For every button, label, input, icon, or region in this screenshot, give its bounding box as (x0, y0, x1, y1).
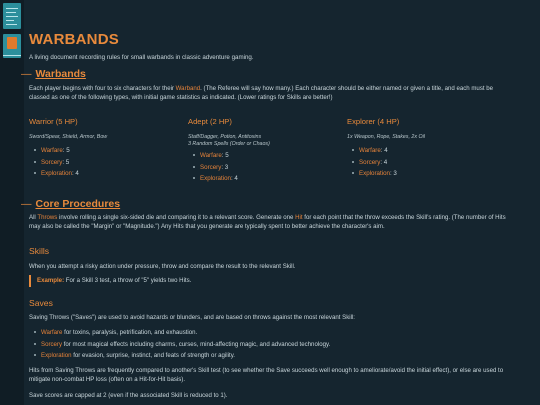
stat-sorcery: Sorcery: 5 (41, 157, 179, 169)
class-card-explorer (347, 117, 497, 180)
class-stats (347, 145, 497, 180)
stat-exploration: Exploration: 4 (200, 173, 338, 185)
class-name: Explorer (4 HP) (347, 117, 400, 126)
section-heading-warbands[interactable]: — Warbands (21, 68, 86, 80)
throws-term: Throws (37, 214, 58, 221)
stat-exploration: Exploration: 4 (41, 168, 179, 180)
class-equipment: Sword/Spear, Shield, Armor, Bow (29, 134, 108, 140)
stat-warfare: Warfare: 5 (200, 150, 338, 162)
class-name: Warrior (5 HP) (29, 117, 78, 126)
skills-text: When you attempt a risky action under pressure, throw and compare the result to the relevant Skill. (29, 263, 296, 270)
class-stats (188, 150, 338, 185)
list-item: Exploration for evasion, surprise, instinct, and feats of strength or agility. (41, 350, 511, 362)
hit-term: Hit (295, 214, 303, 221)
section-heading-core-procedures[interactable]: — Core Procedures (21, 198, 121, 210)
stat-sorcery: Sorcery: 3 (200, 162, 338, 174)
page-subtitle: A living document recording rules for small warbands in classic adventure gaming. (29, 54, 254, 61)
saves-text: Saving Throws ("Saves") are used to avoid hazards or blunders, and are based on throws against the most relevant Skill: (29, 314, 356, 321)
warband-term: Warband (175, 85, 201, 92)
stat-warfare: Warfare: 5 (41, 145, 179, 157)
quick-reference-card-icon[interactable] (3, 3, 21, 29)
save-cap-text: Save scores are capped at 2 (even if the associated Skill is reduced to 1). (29, 392, 228, 399)
core-intro: All Throws involve rolling a single six-sided die and comparing it to a relevant score. Generate one Hit for each point that the throw exceeds the Skill's rating. (The number of Hits may also be called the "Margin" or "Magnitude.") Any Hits that you generate are typically spent to better achieve the character's aim. (29, 214, 506, 231)
page-title: WARBANDS (29, 31, 119, 48)
hits-text: Hits from Saving Throws are frequently compared to another's Skill test (to see whether the Save succeeds well enough to ameliorate/avoid the initial effect), or else are used to mitigate non-combat HP loss (often on a Hit-for-Hit basis). (29, 367, 504, 384)
stat-exploration: Exploration: 3 (359, 168, 497, 180)
stat-warfare: Warfare: 4 (359, 145, 497, 157)
warbands-intro: Each player begins with four to six characters for their Warband. (The Referee will say how many.) Each character should be either named or given a title, and each must be classed as one of the following types, with initial game statistics as indicated. (Lower ratings for Skills are better!) (29, 85, 494, 102)
class-name: Adept (2 HP) (188, 117, 232, 126)
section-marker-icon: — (21, 198, 32, 210)
class-card-warrior (29, 117, 179, 180)
subheading-skills: Skills (29, 246, 50, 256)
subheading-saves: Saves (29, 298, 53, 308)
class-stats (29, 145, 179, 180)
section-marker-icon: — (21, 68, 32, 80)
list-item: Warfare for toxins, paralysis, petrification, and exhaustion. (41, 327, 511, 339)
rulebook-icon[interactable] (3, 34, 21, 58)
saves-list (29, 327, 511, 362)
class-equipment: 1x Weapon, Rope, Stakes, 2x Oil (347, 134, 425, 140)
class-card-adept (188, 117, 338, 185)
example-callout: Example: For a Skill 3 test, a throw of "5" yields two Hits. (29, 275, 337, 287)
list-item: Sorcery for most magical effects including charms, curses, mind-affecting magic, and advanced technology. (41, 339, 511, 351)
class-equipment: Staff/Dagger, Potion, Antitoxins 3 Random Spells (Order or Chaos) (188, 134, 270, 148)
stat-sorcery: Sorcery: 4 (359, 157, 497, 169)
